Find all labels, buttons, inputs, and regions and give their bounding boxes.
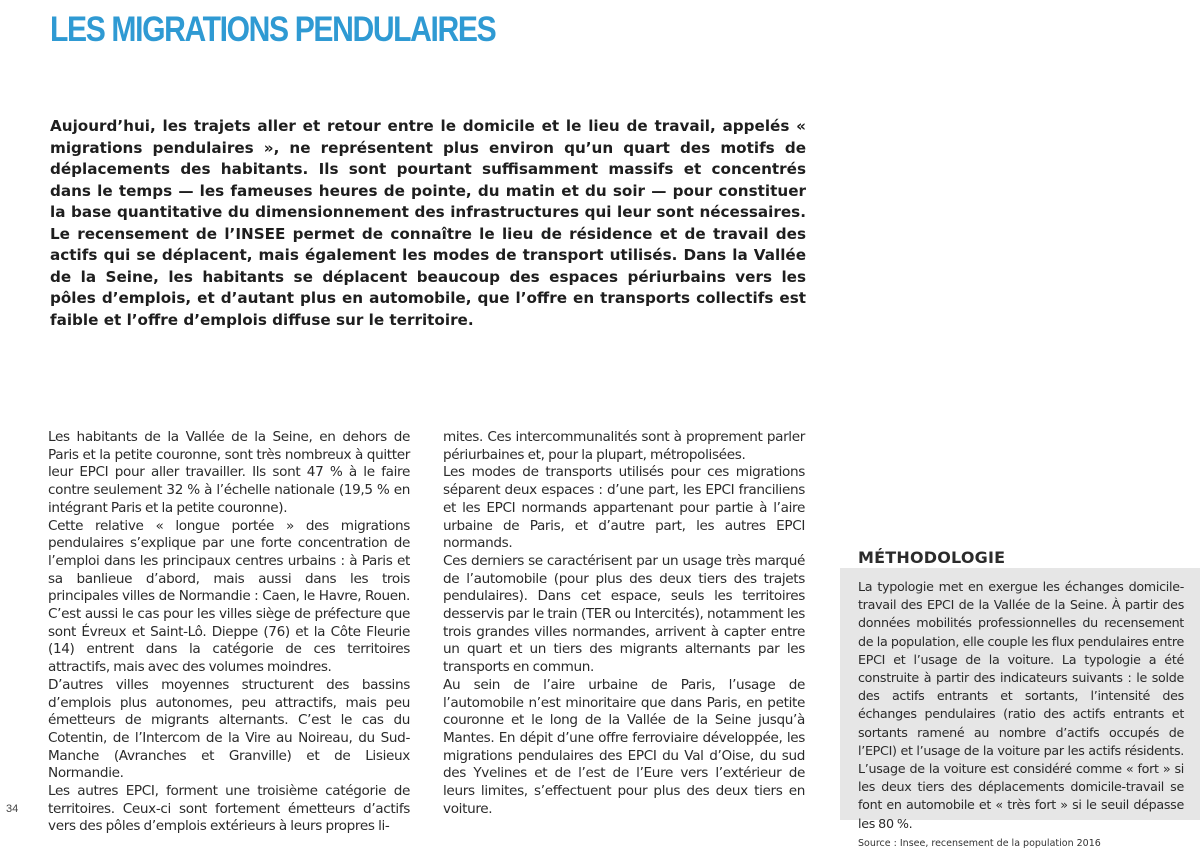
- body-paragraph: Ces derniers se caractérisent par un usage très marqué de l’automobile (pour plus des deux tiers des trajets pendulaires). Dans cet espace, seuls les territoires desservis par le train (TER ou Intercités), notamment les trois grandes villes normandes, arrivent à capter entre un quart et un tiers des migrants alternants par les transports en commun.: [443, 552, 805, 676]
- text-column-left: [48, 429, 410, 835]
- body-paragraph: D’autres villes moyennes structurent des bassins d’emplois plus autonomes, peu attractifs, mais peu émetteurs de migrants alternants. C’est le cas du Cotentin, de l’Intercom de la Vire au Noireau, du Sud-Manche (Avranches et Granville) et de Lisieux Normandie.: [48, 676, 410, 782]
- methodology-source: Source : Insee, recensement de la population 2016: [858, 837, 1101, 849]
- page-number: 34: [6, 803, 19, 815]
- page-title: LES MIGRATIONS PENDULAIRES: [50, 10, 496, 49]
- body-paragraph: mites. Ces intercommunalités sont à proprement parler périurbaines et, pour la plupart, métropolisées.: [443, 429, 805, 463]
- methodology-title: MÉTHODOLOGIE: [858, 548, 1006, 567]
- methodology-box: [840, 568, 1200, 849]
- intro-paragraph: Aujourd’hui, les trajets aller et retour entre le domicile et le lieu de travail, appelés « migrations pendulaires », ne représentent plus environ qu’un quart des motifs de déplacements des habitants. Ils sont pourtant suffisamment massifs et concentrés dans le temps — les fameuses heures de pointe, du matin et du soir — pour constituer la base quantitative du dimensionnement des infrastructures qui leur sont nécessaires. Le recensement de l’INSEE permet de connaître le lieu de résidence et de travail des actifs qui se déplacent, mais également les modes de transport utilisés. Dans la Vallée de la Seine, les habitants se déplacent beaucoup des espaces périurbains vers les pôles d’emplois, et d’autant plus en automobile, que l’offre en transports collectifs est faible et l’offre d’emplois diffuse sur le territoire.: [50, 117, 806, 329]
- body-paragraph: Les habitants de la Vallée de la Seine, en dehors de Paris et la petite couronne, sont très nombreux à quitter leur EPCI pour aller travailler. Ils sont 47 % à le faire contre seulement 32 % à l’échelle nationale (19,5 % en intégrant Paris et la petite couronne).: [48, 429, 410, 516]
- methodology-text: La typologie met en exergue les échanges domicile-travail des EPCI de la Vallée de la Seine. À partir des données mobilités professionnelles du recensement de la population, elle couple les flux pendulaires entre EPCI et l’usage de la voiture. La typologie a été construite à partir des indicateurs suivants : le solde des actifs entrants et sortants, l’intensité des échanges pendulaires (ratio des actifs entrants et sortants ramené au nombre d’actifs occupés de l’EPCI) et l’usage de la voiture par les actifs résidents. L’usage de la voiture est considéré comme « fort » si les deux tiers des déplacements domicile-travail se font en automobile et « très fort » si le seuil dépasse les 80 %.: [858, 579, 1184, 831]
- body-paragraph: Cette relative « longue portée » des migrations pendulaires s’explique par une forte concentration de l’emploi dans les principaux centres urbains : à Paris et sa banlieue d’abord, mais aussi dans les trois principales villes de Normandie : Caen, le Havre, Rouen. C’est aussi le cas pour les villes siège de préfecture que sont Évreux et Saint-Lô. Dieppe (76) et la Côte Fleurie (14) entrent dans la catégorie de ces territoires attractifs, mais avec des volumes moindres.: [48, 517, 410, 676]
- body-paragraph: Au sein de l’aire urbaine de Paris, l’usage de l’automobile n’est minoritaire que dans Paris, en petite couronne et le long de la Vallée de la Seine jusqu’à Mantes. En dépit d’une offre ferroviaire développée, les migrations pendulaires des EPCI du Val d’Oise, du sud des Yvelines et de l’est de l’Eure vers l’extérieur de leurs limites, s’effectuent pour plus des deux tiers en voiture.: [443, 676, 805, 817]
- text-column-right: [443, 429, 805, 824]
- body-paragraph: Les autres EPCI, forment une troisième catégorie de territoires. Ceux-ci sont fortement émetteurs d’actifs vers des pôles d’emplois extérieurs à leurs propres li-: [48, 783, 410, 835]
- body-paragraph: Les modes de transports utilisés pour ces migrations séparent deux espaces : d’une part, les EPCI franciliens et les EPCI normands appartenant pour partie à l’aire urbaine de Paris, et d’autre part, les autres EPCI normands.: [443, 464, 805, 552]
